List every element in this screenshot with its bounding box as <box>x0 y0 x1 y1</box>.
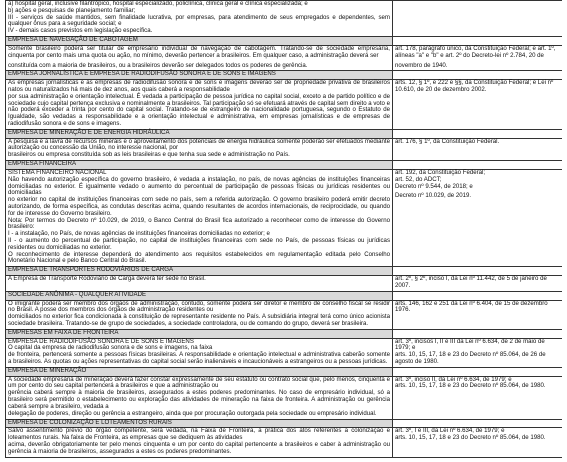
requirement-paragraph: As empresas jornalísticas e as empresas de radiodifusão sonora e de sons e imagens deverão ser de propriedade privativa de brasileiros natos ou naturalizados há mais de dez anos, aos quais caberá a responsabilidade <box>8 79 390 93</box>
legal-reference: arts. 10, 15, 17, 18 e 23 do Decreto nº 85.064, de 1980. <box>395 434 546 442</box>
requirement-text-cell <box>6 169 393 266</box>
requirement-paragraph: constituída com a maioria de brasileiros, ou a brasileiros deverão ser delegados todos os poderes de gerência. <box>8 61 308 69</box>
requirement-paragraph: brasileiros ou empresa constituída sob as leis brasileiras e que tenha sua sede e administração no País. <box>8 151 290 159</box>
legal-basis-cell <box>393 300 563 329</box>
section-header-row-sociedade-anonima-qualquer-atividade <box>6 291 563 300</box>
legal-reference: arts. 12, § 1º, e 222 e §§, da Constituição Federal; e Lei nº 10.610, de 20 de dezembro 2002. <box>395 79 554 93</box>
requirement-paragraph: II - o aumento do percentual de participação, no capital de instituições financeiras com sede no País, de pessoas físicas ou jurídicas residentes ou domiciliadas no exterior. <box>8 237 390 251</box>
section-legal-basis-cell <box>393 329 563 338</box>
requirement-paragraph: Não havendo autorização específica do governo brasileiro, é vedada a instalação, no país, de novas agências de instituições financeiras domiciliadas no exterior. É igualmente vedado o aumento do percentual de participação de pessoas físicas ou jurídicas residentes ou domiciliadas <box>8 175 390 197</box>
section-title: EMPRESAS EM FAIXA DE FRONTEIRA <box>6 329 393 338</box>
section-title: EMPRESA DE COLONIZAÇÃO E LOTEAMENTOS RURAIS <box>6 419 393 428</box>
legal-reference: Decreto nº 10.029, de 2019. <box>395 192 472 200</box>
section-title: EMPRESA DE TRANSPORTES RODOVIÁRIOS DE CARGA <box>6 267 393 276</box>
requirement-paragraph: no exterior no capital de instituições financeiras com sede no país, sem a referida autorização. O governo brasileiro poderá emitir decreto autorizando, de forma específica, as condutas descritas acima, quando resultantes de acordos internacionais, de reciprocidade, ou quando for de interesse do Governo brasileiro. <box>8 196 390 217</box>
section-title: EMPRESA JORNALÍSTICA E EMPRESA DE RADIODIFUSÃO SONORA E DE SONS E IMAGENS <box>6 71 393 80</box>
requirement-paragraph: acima, deverão obrigatoriamente ter pelo menos cinquenta e um por cento do capital pertencente a brasileiros e caber à administração ou gerência à maioria de brasileiros, assegurados a estes os poderes predominantes. <box>8 440 390 455</box>
requirement-paragraph: a) hospital geral, inclusive filantrópico, hospital especializado, policlínica, clínica geral e clínica especializada; e <box>8 0 308 7</box>
section-legal-basis-cell <box>393 367 563 376</box>
legal-requirements-table <box>5 0 562 458</box>
legal-reference: arts. 10, 15, 17, 18 e 23 do Decreto nº 85.064, de 1980. <box>395 382 546 390</box>
legal-reference: art. 3º, inciso II, da Lei nº 6.634, de 1979; e <box>395 375 512 383</box>
legal-reference: art. 2º, § 2º, inciso I, da Lei nº 11.442, de 5 de janeiro de 2007. <box>395 275 547 289</box>
legal-reference: art. 192, da Constituição Federal; <box>395 168 486 176</box>
legal-reference: arts. 146, 162 e 251 da Lei nº 6.404, de 15 de dezembro 1976. <box>395 299 548 314</box>
section-header-row-empresa-de-mineracao-e-de-energia-hidrau <box>6 129 563 138</box>
legal-reference: novembro de 1940. <box>395 61 448 69</box>
requirement-paragraph: I - a instalação, no País, de novas agências de instituições financeiras domiciliadas no exterior; e <box>8 230 270 238</box>
section-title: EMPRESA DE MINERAÇÃO E DE ENERGIA HIDRÁULICA <box>6 129 393 138</box>
table-row <box>6 45 563 70</box>
table-row <box>6 169 563 266</box>
requirement-text-cell <box>6 1 393 37</box>
requirement-paragraph: Salvo assentimento prévio do órgão competente, será vedada, na Faixa de Fronteira, a prática dos atos referentes a colonização e loteamentos rurais. Na faixa de Fronteira, as empresas que se dediquem às atividades <box>8 427 390 442</box>
legal-reference: art. 3º, I e III, da Lei nº 6.634, de 1979; e <box>395 427 505 435</box>
table-row <box>6 300 563 329</box>
requirement-paragraph: IV - demais casos previstos em legislação específica. <box>8 27 153 35</box>
requirement-paragraph: O capital da empresa de radiodifusão sonora e de sons e imagens, na faixa <box>8 344 213 352</box>
table-row <box>6 80 563 130</box>
legal-basis-cell <box>393 376 563 419</box>
legal-basis-cell <box>393 338 563 367</box>
legal-basis-cell <box>393 138 563 160</box>
section-title: SOCIEDADE ANÔNIMA - QUALQUER ATIVIDADE <box>6 291 393 300</box>
requirement-text-cell <box>6 276 393 292</box>
requirement-text-cell <box>6 300 393 329</box>
table-row <box>6 276 563 292</box>
requirement-paragraph: A sociedade empresária de mineração deverá fazer constar expressamente de seu estatuto ou contrato social que, pelo menos, cinquenta e um por cento do seu capital pertencerá a brasileiros e que a administração ou <box>8 375 390 390</box>
requirement-text-cell <box>6 338 393 367</box>
legal-basis-cell <box>393 1 563 37</box>
table-row <box>6 338 563 367</box>
legal-basis-cell <box>393 169 563 266</box>
section-title: EMPRESA FINANCEIRA <box>6 161 393 170</box>
requirement-paragraph: SISTEMA FINANCEIRO NACIONAL <box>8 168 107 176</box>
section-legal-basis-cell <box>393 129 563 138</box>
requirement-paragraph: III - serviços de saúde mantidos, sem finalidade lucrativa, por empresas, para atendimento de seus empregados e dependentes, sem qualquer ônus para a seguridade social; e <box>8 13 390 28</box>
requirement-text-cell <box>6 80 393 130</box>
legal-reference: art. 178, parágrafo único, da Constituição Federal; e art. 1º, alíneas "a" e "b" e art. 2º do Decreto-lei nº 2.784, 20 de <box>395 44 556 59</box>
requirement-text-cell <box>6 45 393 70</box>
section-header-row-empresas-em-faixa-de-fronteira <box>6 329 563 338</box>
requirement-paragraph: A pesquisa e a lavra de recursos minerais e o aproveitamento dos potenciais de energia hidráulica somente poderão ser efetuados mediante autorização ou concessão da União, no interesse nacional, por <box>8 137 390 152</box>
requirement-text-cell <box>6 428 393 457</box>
legal-reference: art. 176, § 1º, da Constituição Federal. <box>395 137 500 145</box>
requirement-text-cell <box>6 376 393 419</box>
legal-basis-cell <box>393 276 563 292</box>
legal-basis-cell <box>393 80 563 130</box>
legal-reference: art. 52, do ADCT; <box>395 175 442 183</box>
requirement-paragraph: O imigrante poderá ser membro dos órgãos de administração, contudo, somente poderá ser diretor e membro de conselho fiscal se residir no Brasil. A posse dos membros dos órgãos de administração residentes ou <box>8 299 390 314</box>
section-legal-basis-cell <box>393 291 563 300</box>
requirement-paragraph: O reconhecimento de interesse dependerá do atendimento aos requisitos estabelecidos em regulamentação editada pelo Conselho Monetário Nacional e pelo Banco Central do Brasil. <box>8 250 390 265</box>
requirement-text-cell <box>6 138 393 160</box>
requirement-paragraph: A Empresa de Transporte Rodoviário de Carga deverá ter sede no Brasil. <box>8 275 206 283</box>
table-body <box>6 1 563 458</box>
table-row <box>6 1 563 37</box>
requirement-paragraph: gerência caberá sempre à maioria de brasileiros, assegurados a estes poderes predominantes. No caso de empresário individual, só a brasileiro será permitido o estabelecimento ou exploração das atividades de mineração na faixa de fronteira. A administração ou gerência caberá sempre a brasileiro, vedada a <box>8 389 390 410</box>
requirement-paragraph: Somente brasileiro poderá ser titular de empresário individual de navegação de cabotagem. Tratando-se de sociedade empresária, cinquenta por cento mais uma quota ou ação, no mínimo, deverão pertencer a brasileiros. Em qualquer caso, a administração deverá ser <box>8 44 390 59</box>
requirement-paragraph: domiciliados no exterior fica condicionada à constituição de representante residente no País. A subsidiária integral terá como único acionista sociedade brasileira. Tratando-se de grupo de sociedades, a sociedade controladora, ou de comando do grupo, deverá ser brasileira. <box>8 313 390 327</box>
legal-reference: Decreto nº 9.544, de 2018; e <box>395 182 473 190</box>
requirement-paragraph: EMPRESA DE RADIODIFUSÃO SONORA E DE SONS E IMAGENS <box>8 337 194 345</box>
requirement-paragraph: de fronteira, pertencerá somente a pessoas físicas brasileiras. A responsabilidade e orientação intelectual e administrativa caberão somente a brasileiros. As quotas ou ações representativas do capital social serão inalienáveis e incaucionáveis a estrangeiros ou a pessoas jurídicas. <box>8 351 390 365</box>
requirement-paragraph: b) ações e pesquisas de planejamento familiar; <box>8 6 136 14</box>
requirement-paragraph: delegação de poderes, direção ou gerência a estrangeiro, ainda que por procuração outorgada pela sociedade ou empresário individual. <box>8 409 377 417</box>
table-row <box>6 428 563 457</box>
legal-basis-cell <box>393 45 563 70</box>
requirement-paragraph: por sua administração e orientação intelectual. É vedada a participação de pessoa jurídica no capital social, exceto a de partido político e de sociedade cujo capital pertença exclusiva e nominalmente a brasileiros. Tal participação só se efetuará através de capital sem direito a voto e não poderá exceder a trinta por cento do capital social. Tratando-se de estrangeiro de nacionalidade portuguesa, segundo o Estatuto de Igualdade, são vedadas a responsabilidade e a orientação intelectual e administrativa, em empresas jornalísticas e de empresas de radiodifusão sonora e de sons e imagens. <box>8 92 390 127</box>
document-page <box>5 0 562 462</box>
section-header-row-empresa-de-mineracao <box>6 367 563 376</box>
requirement-paragraph: Nota: Por termos do Decreto nº 10.029, de 2019, o Banco Central do Brasil fica autorizado a reconhecer como de interesse do Governo brasileiro: <box>8 216 390 231</box>
section-title: EMPRESA DE NAVEGAÇÃO DE CABOTAGEM <box>6 37 393 46</box>
legal-basis-cell <box>393 428 563 457</box>
legal-reference: art. 3º, incisos I, II e III da Lei nº 6.634, de 2 de maio de 1979; e <box>395 337 545 352</box>
legal-reference: arts. 10, 15, 17, 18 e 23 do Decreto nº 85.064, de 26 de agosto de 1980. <box>395 351 546 365</box>
table-row <box>6 138 563 160</box>
section-title: EMPRESA DE MINERAÇÃO <box>6 367 393 376</box>
table-row <box>6 376 563 419</box>
